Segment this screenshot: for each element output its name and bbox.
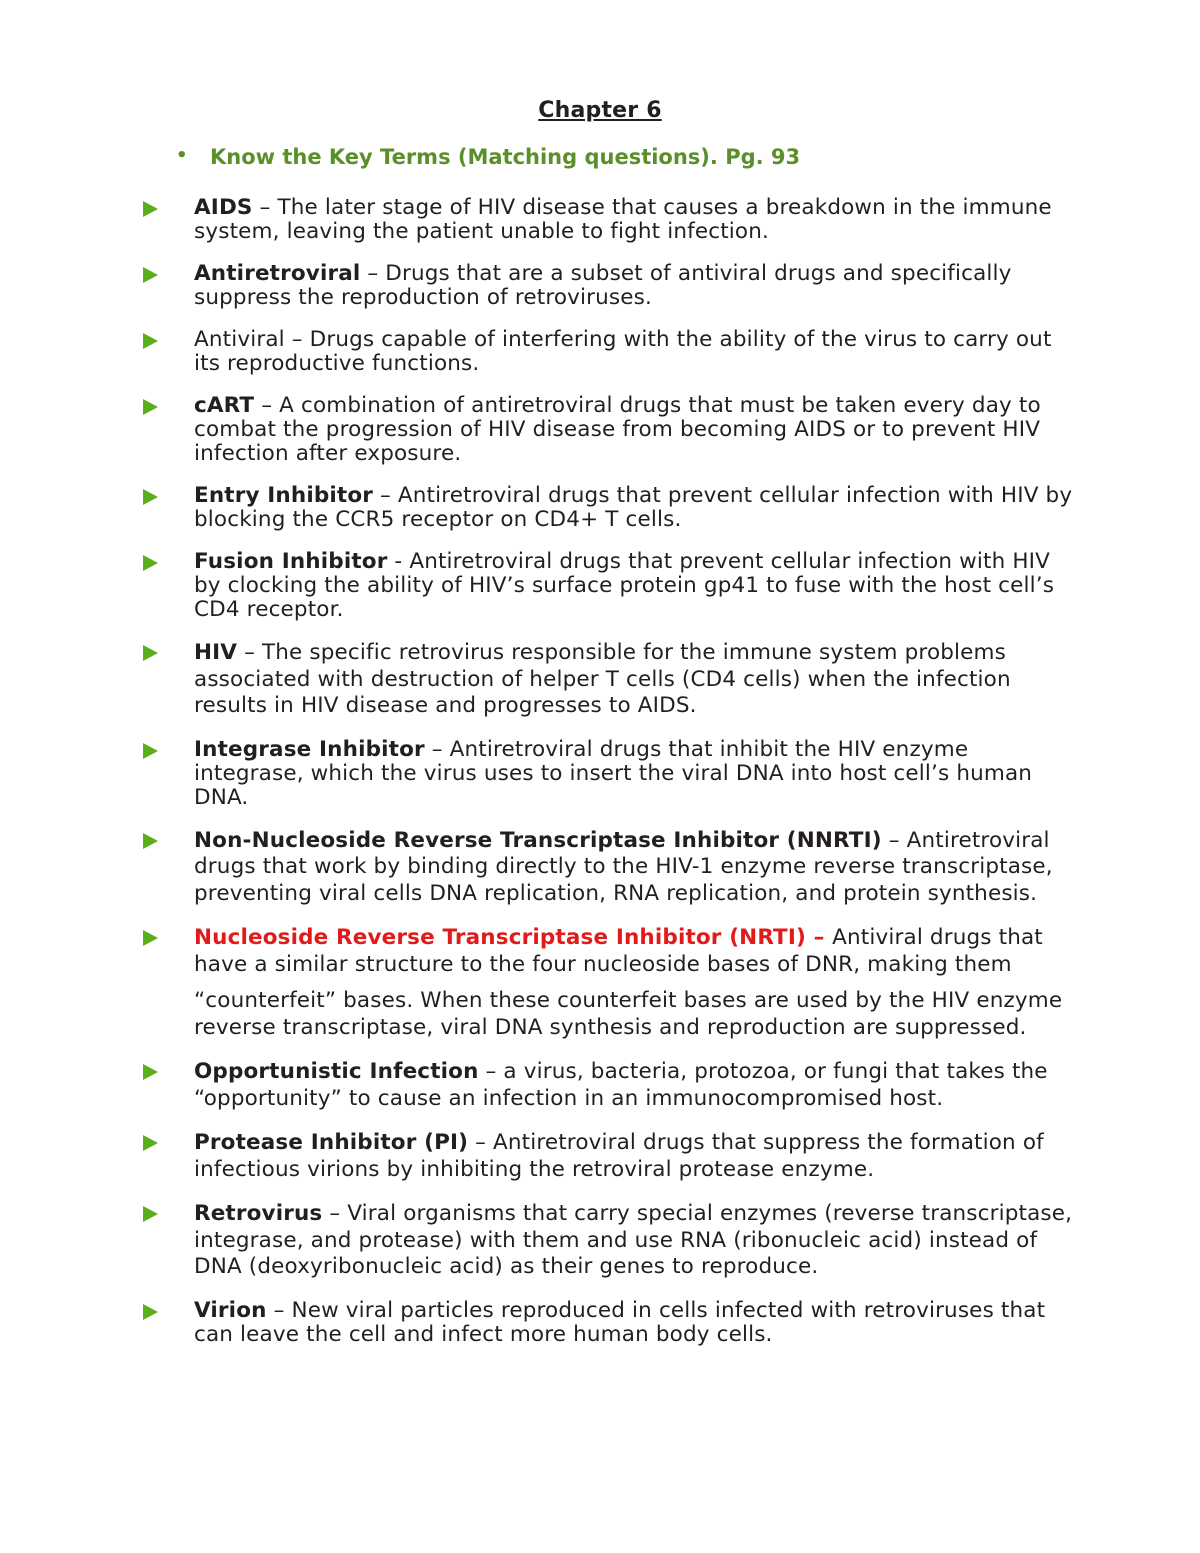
bullet-icon: • <box>176 145 188 166</box>
arrow-bullet-icon <box>143 333 158 349</box>
arrow-bullet-icon <box>143 201 158 217</box>
list-item <box>0 828 1200 908</box>
term-separator: - <box>387 549 410 574</box>
list-item <box>0 738 1200 810</box>
term-separator: – <box>468 1130 493 1155</box>
term-name: Nucleoside Reverse Transcriptase Inhibitor (NRTI) <box>194 925 806 950</box>
term-separator: – <box>266 1297 292 1323</box>
term-definition: a virus, bacteria, protozoa, or fungi that takes the “opportunity” to cause an infection in an immunocompromised host. <box>194 1059 1048 1111</box>
term-name: Entry Inhibitor <box>194 483 374 508</box>
list-item <box>0 394 1200 466</box>
term-name: Integrase Inhibitor <box>194 736 425 762</box>
list-item <box>0 1130 1200 1183</box>
term-name: HIV <box>194 640 238 665</box>
term-separator: – <box>478 1059 504 1084</box>
list-item <box>0 640 1200 720</box>
list-item <box>0 550 1200 622</box>
term-definition: Viral organisms that carry special enzymes (reverse transcriptase, integrase, and protease) with them and use RNA (ribonucleic acid) instead of DNA (deoxyribonucleic acid) as their genes to reproduce. <box>194 1201 1073 1279</box>
term-separator: – <box>322 1201 348 1226</box>
arrow-bullet-icon <box>143 1135 158 1151</box>
term-separator: – <box>254 393 280 418</box>
arrow-bullet-icon <box>143 1304 158 1320</box>
term-definition: Drugs capable of interfering with the ability of the virus to carry out its reproductive functions. <box>194 327 1052 376</box>
term-separator: – <box>360 261 386 286</box>
term-separator: – <box>252 195 278 220</box>
term-name: Protease Inhibitor (PI) <box>194 1130 469 1155</box>
term-name: AIDS <box>194 195 253 220</box>
list-item <box>0 1059 1200 1112</box>
term-definition: The later stage of HIV disease that causes a breakdown in the immune system, leaving the patient unable to fight infection. <box>194 195 1052 244</box>
term-definition: Antiretroviral drugs that work by binding directly to the HIV-1 enzyme reverse transcriptase, preventing viral cells DNA replication, RNA replication, and protein synthesis. <box>194 827 1053 906</box>
arrow-bullet-icon <box>143 743 158 759</box>
arrow-bullet-icon <box>143 930 158 946</box>
term-definition-continued: “counterfeit” bases. When these counterfeit bases are used by the HIV enzyme reverse transcriptase, viral DNA synthesis and reproduction are suppressed. <box>194 988 1063 1040</box>
term-definition: Antiretroviral drugs that prevent cellular infection with HIV by blocking the CCR5 receptor on CD4+ T cells. <box>194 483 1073 532</box>
subtitle <box>176 145 800 169</box>
term-definition: Antiretroviral drugs that prevent cellular infection with HIV by clocking the ability of HIV’s surface protein gp41 to fuse with the host cell’s CD4 receptor. <box>194 549 1055 622</box>
arrow-bullet-icon <box>143 489 158 505</box>
list-item <box>0 328 1200 376</box>
term-definition: A combination of antiretroviral drugs that must be taken every day to combat the progression of HIV disease from becoming AIDS or to prevent HIV infection after exposure. <box>194 393 1041 466</box>
term-name: Opportunistic Infection <box>194 1059 479 1084</box>
arrow-bullet-icon <box>143 267 158 283</box>
list-item <box>0 925 1200 1041</box>
list-item <box>0 484 1200 532</box>
term-definition: Antiviral drugs that have a similar structure to the four nucleoside bases of DNR, making them <box>194 925 1043 977</box>
term-name: Retrovirus <box>194 1201 323 1226</box>
list-item <box>0 1201 1200 1281</box>
term-separator: – <box>806 925 833 950</box>
term-definition: New viral particles reproduced in cells infected with retroviruses that can leave the cell and infect more human body cells. <box>194 1297 1046 1347</box>
term-name: Non-Nucleoside Reverse Transcriptase Inhibitor (NNRTI) <box>194 827 882 853</box>
arrow-bullet-icon <box>143 1064 158 1080</box>
term-definition: Antiretroviral drugs that suppress the formation of infectious virions by inhibiting the retroviral protease enzyme. <box>194 1130 1044 1182</box>
term-definition: Drugs that are a subset of antiviral drugs and specifically suppress the reproduction of retroviruses. <box>194 261 1012 310</box>
list-item <box>0 1299 1200 1347</box>
page-title: Chapter 6 <box>538 98 662 123</box>
term-name: Virion <box>194 1297 267 1323</box>
arrow-bullet-icon <box>143 833 158 849</box>
arrow-bullet-icon <box>143 399 158 415</box>
term-name: Fusion Inhibitor <box>194 549 388 574</box>
term-name: cART <box>194 393 255 418</box>
term-definition: Antiretroviral drugs that inhibit the HIV enzyme integrase, which the virus uses to insert the viral DNA into host cell’s human DNA. <box>194 736 1033 810</box>
term-separator: – <box>424 736 450 762</box>
key-terms-list <box>0 196 1200 1365</box>
term-name: Antiretroviral <box>194 261 361 286</box>
term-separator: – <box>373 483 398 508</box>
subtitle-text: Know the Key Terms (Matching questions). Pg. 93 <box>210 145 801 169</box>
list-item <box>0 196 1200 244</box>
arrow-bullet-icon <box>143 645 158 661</box>
term-separator: – <box>881 827 907 853</box>
term-separator: – <box>284 327 310 352</box>
term-separator: – <box>237 640 262 665</box>
arrow-bullet-icon <box>143 1206 158 1222</box>
list-item <box>0 262 1200 310</box>
term-definition: The specific retrovirus responsible for the immune system problems associated with destruction of helper T cells (CD4 cells) when the infection results in HIV disease and progresses to AIDS. <box>194 640 1011 718</box>
arrow-bullet-icon <box>143 555 158 571</box>
term-name: Antiviral <box>194 327 285 352</box>
